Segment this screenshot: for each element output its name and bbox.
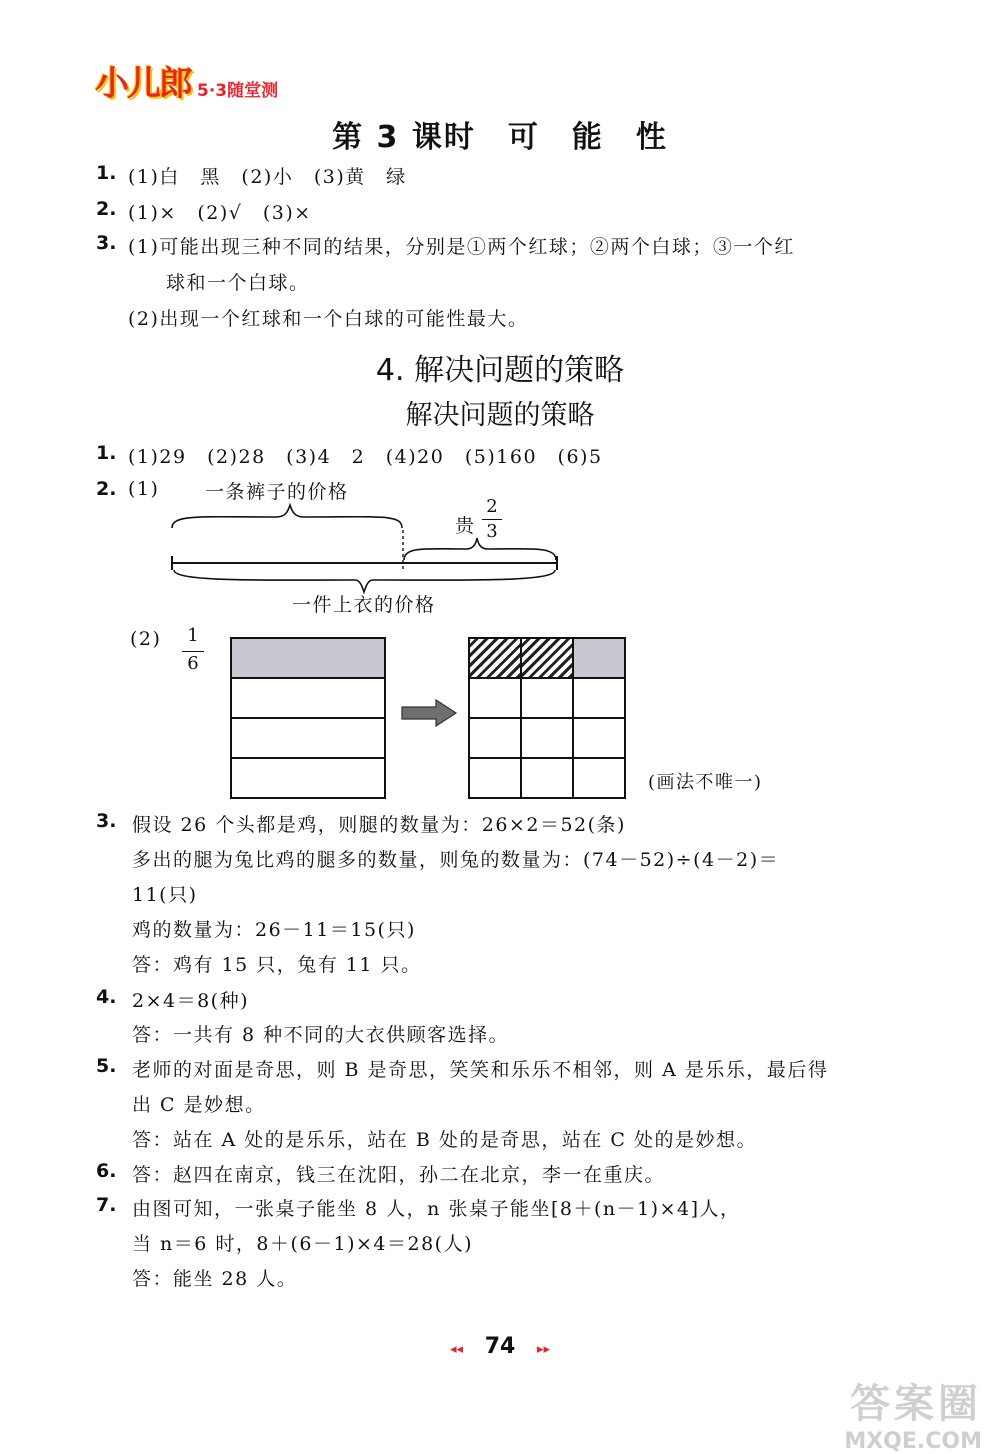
fraction-bar: [482, 519, 502, 520]
pants-brace: [172, 505, 402, 528]
line-segment-diagram: [160, 500, 580, 600]
grid-cell: [468, 677, 522, 719]
grid-cell: [520, 717, 574, 759]
unit-title: 4. 解决问题的策略: [375, 353, 625, 388]
right-arrow-icon: [400, 698, 458, 728]
grid-cell: [520, 757, 574, 799]
answer-text: 出 C 是妙想。: [132, 1094, 266, 1116]
fraction-numerator: 2: [486, 496, 498, 517]
question-number: 3.: [96, 810, 117, 832]
grid-cell: [468, 717, 522, 759]
hatched-cell: [520, 637, 574, 679]
fraction-denominator: 3: [486, 521, 498, 542]
part-label: (1): [128, 478, 160, 500]
pants-price-label: 一条裤子的价格: [205, 481, 349, 503]
watermark: [844, 1372, 982, 1454]
fraction-bar: [182, 651, 204, 652]
fraction-numerator: 1: [187, 625, 199, 646]
answer-text: 多出的腿为兔比鸡的腿多的数量，则兔的数量为：(74－52)÷(4－2)＝: [132, 849, 780, 871]
answer-text: 老师的对面是奇思，则 B 是奇思，笑笑和乐乐不相邻，则 A 是乐乐，最后得: [132, 1059, 829, 1081]
grid-cell: [520, 677, 574, 719]
part-label: (2): [130, 628, 162, 650]
hatched-cell: [468, 637, 522, 679]
grid-row: [230, 677, 386, 719]
answer-text: 鸡的数量为：26－11＝15(只): [132, 919, 416, 941]
question-number: 2.: [96, 198, 117, 220]
answer-text: (1)× (2)√ (3)×: [128, 202, 312, 224]
answer-text: 答：鸡有 15 只，兔有 11 只。: [132, 954, 422, 976]
grid-cell: [572, 717, 626, 759]
fraction-denominator: 6: [187, 653, 199, 674]
answer-text: 答：站在 A 处的是乐乐，站在 B 处的是奇思，站在 C 处的是妙想。: [132, 1129, 757, 1151]
publisher-logo: [95, 56, 278, 105]
page-number-area: [0, 1334, 1000, 1359]
answer-text: 答：一共有 8 种不同的大衣供顾客选择。: [132, 1024, 510, 1046]
drawing-note: (画法不唯一): [648, 772, 763, 793]
answer-text: (1)29 (2)28 (3)4 2 (4)20 (5)160 (6)5: [128, 446, 603, 468]
answer-text: 11(只): [132, 884, 198, 906]
grid-cell: [572, 757, 626, 799]
brand-name: 小儿郎: [95, 64, 191, 104]
answer-text: 当 n＝6 时，8＋(6－1)×4＝28(人): [132, 1233, 474, 1255]
grid-cell: [572, 677, 626, 719]
answer-text: (1)白 黑 (2)小 (3)黄 绿: [128, 166, 407, 188]
watermark-url: MXQE.COM: [844, 1429, 982, 1454]
question-number: 2.: [96, 478, 117, 500]
grid-cell: [468, 757, 522, 799]
grid-row: [230, 757, 386, 799]
question-number: 1.: [96, 162, 117, 184]
series-name: 5·3随堂测: [197, 81, 279, 101]
answer-text: 假设 26 个头都是鸡，则腿的数量为：26×2＝52(条): [132, 814, 626, 836]
page-number: 74: [484, 1334, 516, 1359]
right-arrows-icon: ▸▸: [536, 1342, 551, 1357]
lesson-title: 第 3 课时 可 能 性: [332, 120, 668, 155]
answer-text: 球和一个白球。: [166, 272, 310, 294]
difference-brace: [404, 538, 556, 560]
coat-brace: [174, 570, 555, 592]
answer-text: 答：赵四在南京，钱三在沈阳，孙二在北京，李一在重庆。: [132, 1164, 666, 1186]
question-number: 1.: [96, 442, 117, 464]
question-number: 7.: [96, 1194, 117, 1216]
answer-text: 2×4＝8(种): [132, 990, 250, 1012]
coat-price-label: 一件上衣的价格: [292, 594, 436, 616]
question-number: 3.: [96, 232, 117, 254]
answer-text: 由图可知，一张桌子能坐 8 人，n 张桌子能坐[8＋(n－1)×4]人，: [132, 1198, 741, 1220]
answer-text: 答：能坐 28 人。: [132, 1268, 298, 1290]
shaded-row: [230, 637, 386, 679]
question-number: 6.: [96, 1160, 117, 1182]
left-arrows-icon: ◂◂: [449, 1342, 464, 1357]
answer-text: (1)可能出现三种不同的结果，分别是①两个红球；②两个白球；③一个红: [128, 236, 795, 258]
grid-row: [230, 717, 386, 759]
question-number: 4.: [96, 986, 117, 1008]
answer-text: (2)出现一个红球和一个白球的可能性最大。: [128, 308, 529, 330]
section-subtitle: 解决问题的策略: [405, 400, 595, 431]
shaded-cell: [572, 637, 626, 679]
watermark-text: 答案圈: [850, 1381, 982, 1427]
more-expensive-label: 贵: [455, 515, 476, 537]
question-number: 5.: [96, 1055, 117, 1077]
